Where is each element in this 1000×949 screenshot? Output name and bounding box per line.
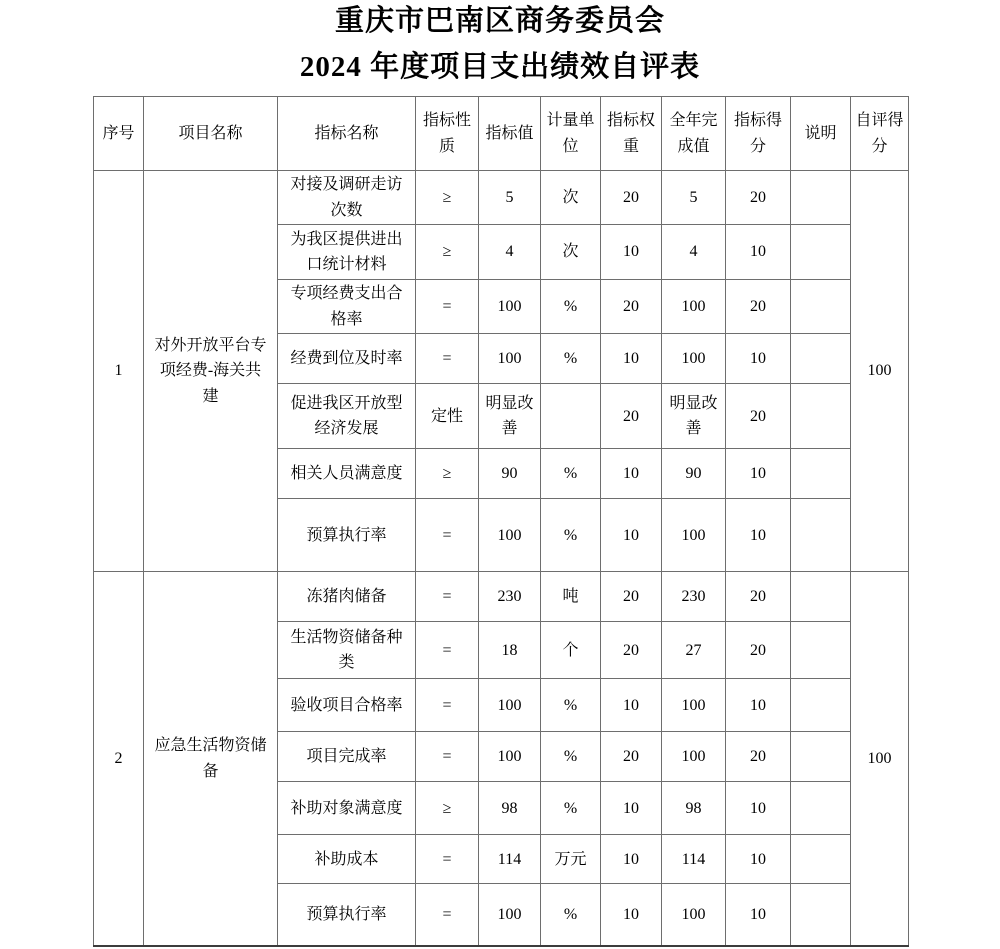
cell-annual-value: 100 — [662, 679, 726, 732]
col-header-serial: 序号 — [94, 97, 144, 171]
cell-indicator-value: 98 — [479, 782, 541, 835]
cell-indicator-nature: = — [416, 732, 479, 782]
col-header-project-name: 项目名称 — [144, 97, 278, 171]
document-subtitle: 2024 年度项目支出绩效自评表 — [299, 51, 701, 83]
cell-score: 10 — [726, 679, 791, 732]
cell-indicator-nature: = — [416, 499, 479, 572]
cell-annual-value: 明显改善 — [662, 384, 726, 449]
cell-annual-value: 100 — [662, 334, 726, 384]
col-header-annual-value: 全年完成值 — [662, 97, 726, 171]
cell-note — [791, 622, 851, 679]
cell-note — [791, 334, 851, 384]
cell-indicator-value: 100 — [479, 280, 541, 334]
cell-note — [791, 225, 851, 280]
cell-indicator-name: 经费到位及时率 — [278, 334, 416, 384]
cell-indicator-nature: = — [416, 334, 479, 384]
cell-score: 10 — [726, 499, 791, 572]
cell-annual-value: 100 — [662, 499, 726, 572]
cell-weight: 20 — [601, 384, 662, 449]
cell-indicator-name: 预算执行率 — [278, 499, 416, 572]
cell-indicator-nature: = — [416, 280, 479, 334]
cell-note — [791, 782, 851, 835]
cell-score: 20 — [726, 732, 791, 782]
col-header-score: 指标得分 — [726, 97, 791, 171]
cell-indicator-value: 100 — [479, 499, 541, 572]
cell-score: 10 — [726, 884, 791, 946]
cell-weight: 10 — [601, 334, 662, 384]
cell-unit: % — [541, 732, 601, 782]
cell-serial-number: 2 — [94, 572, 144, 946]
cell-note — [791, 679, 851, 732]
cell-weight: 10 — [601, 449, 662, 499]
cell-score: 20 — [726, 384, 791, 449]
cell-indicator-nature: ≥ — [416, 449, 479, 499]
cell-note — [791, 499, 851, 572]
cell-weight: 10 — [601, 499, 662, 572]
cell-weight: 10 — [601, 679, 662, 732]
cell-score: 10 — [726, 782, 791, 835]
cell-indicator-value: 100 — [479, 732, 541, 782]
cell-indicator-value: 114 — [479, 835, 541, 884]
cell-note — [791, 171, 851, 225]
cell-unit: 次 — [541, 171, 601, 225]
cell-indicator-value: 4 — [479, 225, 541, 280]
cell-indicator-nature: ≥ — [416, 782, 479, 835]
cell-indicator-name: 冻猪肉储备 — [278, 572, 416, 622]
cell-score: 10 — [726, 225, 791, 280]
table-header-row — [94, 97, 909, 171]
cell-indicator-name: 生活物资储备种类 — [278, 622, 416, 679]
cell-unit: 吨 — [541, 572, 601, 622]
cell-indicator-nature: ≥ — [416, 171, 479, 225]
cell-annual-value: 27 — [662, 622, 726, 679]
cell-unit: 个 — [541, 622, 601, 679]
cell-annual-value: 100 — [662, 280, 726, 334]
col-header-indicator-nature: 指标性质 — [416, 97, 479, 171]
cell-indicator-value: 100 — [479, 884, 541, 946]
cell-note — [791, 835, 851, 884]
cell-annual-value: 4 — [662, 225, 726, 280]
cell-weight: 20 — [601, 171, 662, 225]
cell-note — [791, 884, 851, 946]
cell-indicator-nature: 定性 — [416, 384, 479, 449]
cell-unit: 万元 — [541, 835, 601, 884]
cell-score: 20 — [726, 280, 791, 334]
cell-unit: % — [541, 884, 601, 946]
table-row — [94, 572, 909, 622]
cell-weight: 20 — [601, 572, 662, 622]
cell-indicator-name: 对接及调研走访次数 — [278, 171, 416, 225]
col-header-indicator-value: 指标值 — [479, 97, 541, 171]
cell-indicator-nature: = — [416, 572, 479, 622]
cell-indicator-name: 专项经费支出合格率 — [278, 280, 416, 334]
cell-weight: 10 — [601, 884, 662, 946]
cell-score: 10 — [726, 835, 791, 884]
cell-indicator-name: 相关人员满意度 — [278, 449, 416, 499]
cell-indicator-value: 90 — [479, 449, 541, 499]
cell-indicator-name: 项目完成率 — [278, 732, 416, 782]
cell-score: 20 — [726, 622, 791, 679]
cell-weight: 20 — [601, 622, 662, 679]
cell-unit: % — [541, 334, 601, 384]
performance-evaluation-table — [93, 96, 909, 947]
cell-indicator-value: 5 — [479, 171, 541, 225]
cell-note — [791, 280, 851, 334]
cell-indicator-nature: = — [416, 679, 479, 732]
document-title: 重庆市巴南区商务委员会 — [334, 5, 665, 37]
cell-annual-value: 114 — [662, 835, 726, 884]
cell-indicator-nature: = — [416, 884, 479, 946]
cell-note — [791, 732, 851, 782]
col-header-note: 说明 — [791, 97, 851, 171]
cell-score: 10 — [726, 334, 791, 384]
cell-unit: % — [541, 679, 601, 732]
cell-indicator-name: 促进我区开放型经济发展 — [278, 384, 416, 449]
cell-indicator-name: 验收项目合格率 — [278, 679, 416, 732]
cell-note — [791, 384, 851, 449]
table-row — [94, 171, 909, 225]
cell-indicator-value: 100 — [479, 334, 541, 384]
cell-annual-value: 230 — [662, 572, 726, 622]
cell-indicator-nature: ≥ — [416, 225, 479, 280]
cell-score: 10 — [726, 449, 791, 499]
cell-indicator-name: 为我区提供进出口统计材料 — [278, 225, 416, 280]
col-header-indicator-name: 指标名称 — [278, 97, 416, 171]
cell-note — [791, 449, 851, 499]
cell-indicator-value: 明显改善 — [479, 384, 541, 449]
cell-annual-value: 100 — [662, 884, 726, 946]
cell-serial-number: 1 — [94, 171, 144, 572]
cell-annual-value: 5 — [662, 171, 726, 225]
col-header-unit: 计量单位 — [541, 97, 601, 171]
cell-weight: 10 — [601, 835, 662, 884]
cell-indicator-name: 补助成本 — [278, 835, 416, 884]
cell-score: 20 — [726, 171, 791, 225]
cell-indicator-nature: = — [416, 622, 479, 679]
cell-annual-value: 98 — [662, 782, 726, 835]
evaluation-table-container — [93, 96, 908, 947]
cell-self-score: 100 — [851, 171, 909, 572]
cell-weight: 20 — [601, 280, 662, 334]
col-header-weight: 指标权重 — [601, 97, 662, 171]
cell-weight: 10 — [601, 225, 662, 280]
cell-indicator-nature: = — [416, 835, 479, 884]
cell-indicator-name: 预算执行率 — [278, 884, 416, 946]
cell-unit: % — [541, 499, 601, 572]
cell-unit: % — [541, 449, 601, 499]
cell-self-score: 100 — [851, 572, 909, 946]
cell-score: 20 — [726, 572, 791, 622]
cell-indicator-name: 补助对象满意度 — [278, 782, 416, 835]
cell-indicator-value: 18 — [479, 622, 541, 679]
cell-weight: 10 — [601, 782, 662, 835]
cell-project-name: 应急生活物资储备 — [144, 572, 278, 946]
cell-indicator-value: 100 — [479, 679, 541, 732]
cell-unit: % — [541, 280, 601, 334]
cell-annual-value: 100 — [662, 732, 726, 782]
cell-weight: 20 — [601, 732, 662, 782]
cell-unit: % — [541, 782, 601, 835]
document-header — [0, 4, 1000, 84]
cell-unit — [541, 384, 601, 449]
cell-note — [791, 572, 851, 622]
cell-unit: 次 — [541, 225, 601, 280]
cell-project-name: 对外开放平台专项经费-海关共建 — [144, 171, 278, 572]
cell-annual-value: 90 — [662, 449, 726, 499]
col-header-self-score: 自评得分 — [851, 97, 909, 171]
cell-indicator-value: 230 — [479, 572, 541, 622]
